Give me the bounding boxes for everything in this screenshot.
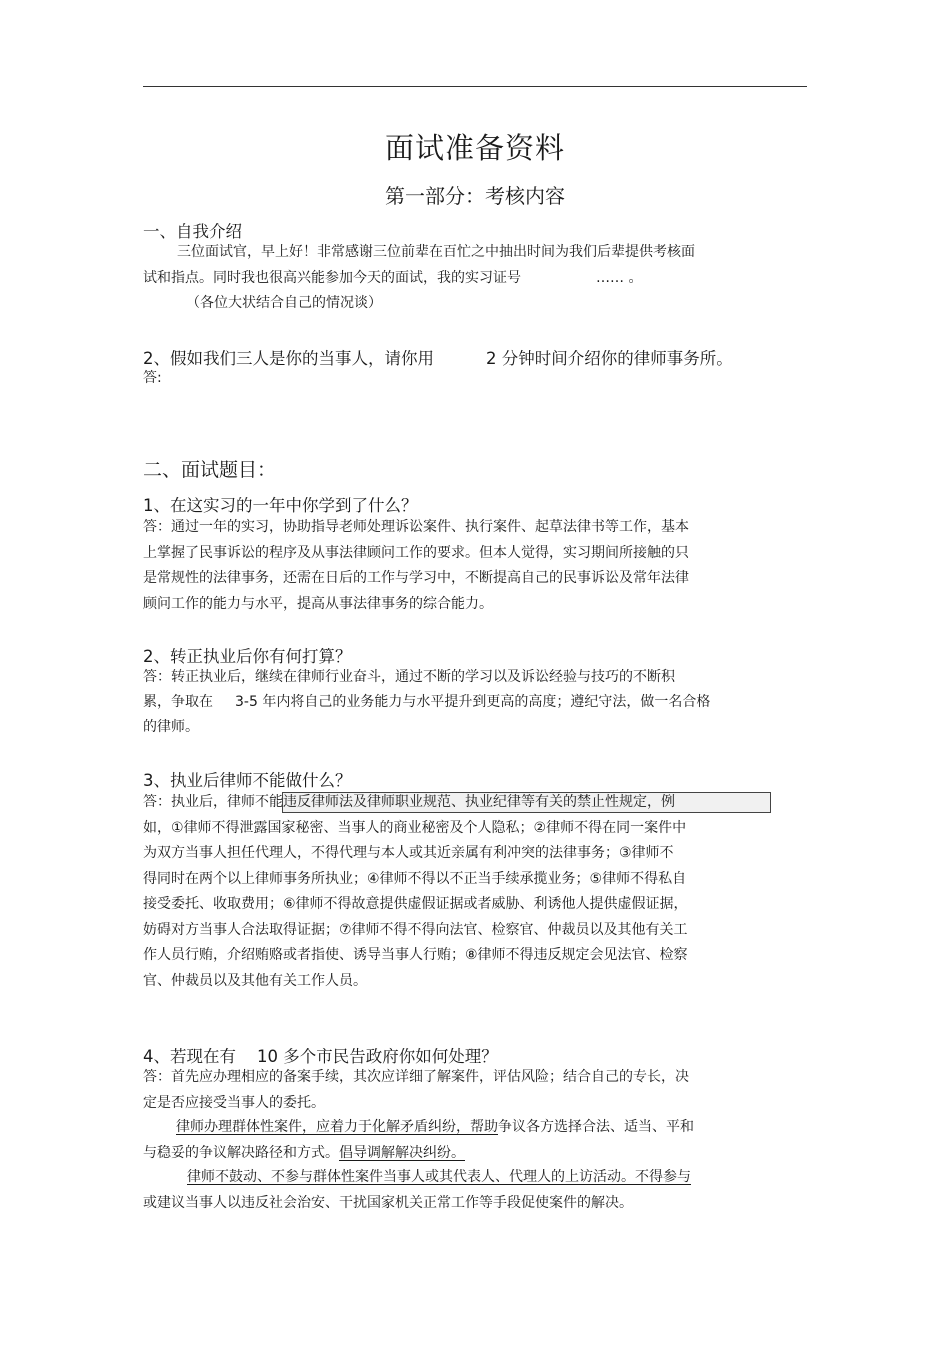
q4-answer-line-2: 定是否应接受当事人的委托。 xyxy=(143,1094,325,1111)
q3-answer-line-3: 为双方当事人担任代理人，不得代理与本人或其近亲属有利冲突的法律事务；③律师不 xyxy=(143,845,674,861)
intro-note: （各位大状结合自己的情况谈） xyxy=(186,295,382,311)
q1-answer-line-4: 顾问工作的能力与水平，提高从事法律事务的综合能力。 xyxy=(143,595,493,612)
section1-heading: 一、自我介绍 xyxy=(143,222,242,241)
q4-p2-rest: 争议各方选择合法、适当、平和 xyxy=(498,1119,694,1135)
q4-paragraph-2 xyxy=(143,1115,743,1166)
q4-p2-line2b: 倡导调解解决纠纷。 xyxy=(339,1144,465,1161)
q2-answer-line-2b: 3-5 年内将自己的业务能力与水平提升到更高的高度；遵纪守法，做一名合格 xyxy=(235,694,711,710)
q4-answer xyxy=(143,1065,743,1116)
q1-answer xyxy=(143,515,743,617)
page-subtitle: 第一部分：考核内容 xyxy=(385,184,565,208)
q3-answer-line-8: 官、仲裁员以及其他有关工作人员。 xyxy=(143,972,367,989)
q4-p3-underlined: 律师不鼓动、不参与群体性案件当事人或其代表人、代理人的上访活动。不得参与 xyxy=(187,1169,691,1185)
q2-answer-line-3: 的律师。 xyxy=(143,719,199,735)
intro-line-1: 三位面试官，早上好！非常感谢三位前辈在百忙之中抽出时间为我们后辈提供考核面 xyxy=(177,244,695,260)
q4-p2-underlined: 律师办理群体性案件，应着力于化解矛盾纠纷，帮助 xyxy=(176,1119,498,1135)
intro-line-2: 试和指点。同时我也很高兴能参加今天的面试，我的实习证号 xyxy=(143,270,521,286)
q1-question: 1、在这实习的一年中你学到了什么？ xyxy=(143,496,418,515)
s1-question-2b: 2 分钟时间介绍你的律师事务所。 xyxy=(486,349,733,368)
q3-answer-line-5: 接受委托、收取费用；⑥律师不得故意提供虚假证据或者威胁、利诱他人提供虚假证据， xyxy=(143,896,688,912)
q1-answer-line-1: 答：通过一年的实习，协助指导老师处理诉讼案件、执行案件、起草法律书等工作，基本 xyxy=(143,519,689,535)
q3-answer-line-6: 妨碍对方当事人合法取得证据；⑦律师不得不得向法官、检察官、仲裁员以及其他有关工 xyxy=(143,921,688,938)
q4-paragraph-3 xyxy=(143,1165,743,1216)
section2-heading: 二、面试题目： xyxy=(143,459,277,481)
q4-answer-line-1: 答：首先应办理相应的备案手续，其次应详细了解案件，评估风险；结合自己的专长，决 xyxy=(143,1069,689,1085)
s1-question-2a: 2、假如我们三人是你的当事人，请你用 xyxy=(143,349,434,368)
q3-answer xyxy=(143,790,743,994)
q4-p3-line2: 或建议当事人以违反社会治安、干扰国家机关正常工作等手段促使案件的解决。 xyxy=(143,1194,633,1211)
q2-answer-line-2a: 累，争取在 xyxy=(143,694,213,710)
q1-answer-line-3: 是常规性的法律事务，还需在日后的工作与学习中，不断提高自己的民事诉讼及常年法律 xyxy=(143,570,689,586)
q3-question: 3、执业后律师不能做什么？ xyxy=(143,771,352,790)
header-rule xyxy=(143,86,807,87)
q3-answer-line-2: 如，①律师不得泄露国家秘密、当事人的商业秘密及个人隐私；②律师不得在同一案件中 xyxy=(143,819,687,836)
q2-answer-line-1: 答：转正执业后，继续在律师行业奋斗，通过不断的学习以及诉讼经验与技巧的不断积 xyxy=(143,669,675,685)
page-title: 面试准备资料 xyxy=(384,131,565,165)
q1-answer-line-2: 上掌握了民事诉讼的程序及从事法律顾问工作的要求。但本人觉得，实习期间所接触的只 xyxy=(143,544,689,561)
intro-line-2-ellipsis: …… 。 xyxy=(596,270,643,286)
q3-answer-line-7: 作人员行贿，介绍贿赂或者指使、诱导当事人行贿；⑧律师不得违反规定会见法官、检察 xyxy=(143,947,688,963)
q3-answer-line-4: 得同时在两个以上律师事务所执业；④律师不得以不正当手续承揽业务；⑤律师不得私自 xyxy=(143,870,687,887)
s1-answer-label: 答: xyxy=(143,370,162,386)
q4-question-a: 4、若现在有 xyxy=(143,1047,236,1066)
q4-p2-line2a: 与稳妥的争议解决路径和方式。 xyxy=(143,1144,339,1161)
q4-question-b: 10 多个市民告政府你如何处理？ xyxy=(257,1047,498,1066)
q2-question: 2、转正执业后你有何打算？ xyxy=(143,647,352,666)
q3-answer-line-1: 答：执业后，律师不能违反律师法及律师职业规范、执业纪律等有关的禁止性规定，例 xyxy=(143,794,675,810)
